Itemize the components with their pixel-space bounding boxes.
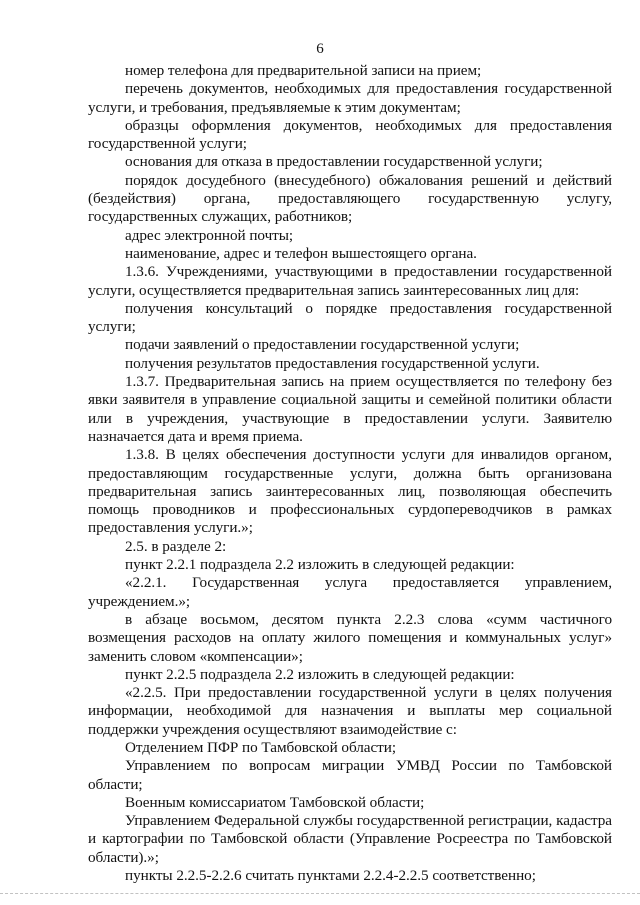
paragraph: Военным комиссариатом Тамбовской области; <box>125 793 425 811</box>
paragraph: в абзаце восьмом, десятом пункта 2.2.3 слова «сумм частичного возмещения расходов на оплату жилого помещения и коммунальных услуг» заменить словом «компенсации»; <box>88 610 612 665</box>
paragraph: получения консультаций о порядке предоставления государственной услуги; <box>88 299 612 336</box>
paragraph: «2.2.1. Государственная услуга предоставляется управлением, учреждением.»; <box>88 574 612 610</box>
paragraph: «2.2.5. При предоставлении государственной услуги в целях получения информации, необходимой для назначения и выплаты мер социальной поддержки учреждения осуществляют взаимодействие с: <box>88 684 612 738</box>
paragraph: перечень документов, необходимых для предоставления государственной услуги, и требования, предъявляемые к этим документам; <box>88 80 612 116</box>
paragraph: наименование, адрес и телефон вышестоящего органа. <box>125 244 477 262</box>
paragraph: 2.5. в разделе 2: <box>125 537 227 555</box>
paragraph: 1.3.7. Предварительная запись на прием осуществляется по телефону без явки заявителя в управление социальной защиты и семейной политики области или в учреждения, участвующие в предоставлении услуги. Заявителю назначается дата и время приема. <box>88 373 612 445</box>
paragraph: 1.3.6. Учреждениями, участвующими в предоставлении государственной услуги, осуществляется предварительная запись заинтересованных лиц для: <box>88 263 612 299</box>
paragraph: адрес электронной почты; <box>125 226 294 244</box>
paragraph: получения результатов предоставления государственной услуги. <box>125 354 540 372</box>
paragraph: 1.3.8. В целях обеспечения доступности услуги для инвалидов органом, предоставляющим государственные услуги, должна быть организована предварительная запись заинтересованных лиц, позволяющая обеспечить помощь проводников и профессиональных сурдопереводчиков в рамках предоставления услуги.»; <box>88 446 612 537</box>
document-body <box>88 62 612 885</box>
paragraph: Отделением ПФР по Тамбовской области; <box>125 738 396 756</box>
scan-edge-line <box>0 893 640 895</box>
paragraph: образцы оформления документов, необходимых для предоставления государственной услуги; <box>88 116 612 153</box>
paragraph: пункт 2.2.1 подраздела 2.2 изложить в следующей редакции: <box>125 556 515 574</box>
paragraph: номер телефона для предварительной записи на прием; <box>125 62 482 79</box>
paragraph: Управлением Федеральной службы государственной регистрации, кадастра и картографии по Тамбовской области (Управление Росреестра по Тамбовской области).»; <box>88 812 612 866</box>
paragraph: пункт 2.2.5 подраздела 2.2 изложить в следующей редакции: <box>125 665 515 683</box>
paragraph: подачи заявлений о предоставлении государственной услуги; <box>125 336 520 354</box>
paragraph: основания для отказа в предоставлении государственной услуги; <box>125 153 543 171</box>
paragraph: пункты 2.2.5-2.2.6 считать пунктами 2.2.4-2.2.5 соответственно; <box>125 867 536 885</box>
page-number: 6 <box>316 41 324 57</box>
paragraph: порядок досудебного (внесудебного) обжалования решений и действий (бездействия) органа, предоставляющего государственную услугу, государственных служащих, работников; <box>88 171 612 226</box>
paragraph: Управлением по вопросам миграции УМВД России по Тамбовской области; <box>88 757 612 793</box>
